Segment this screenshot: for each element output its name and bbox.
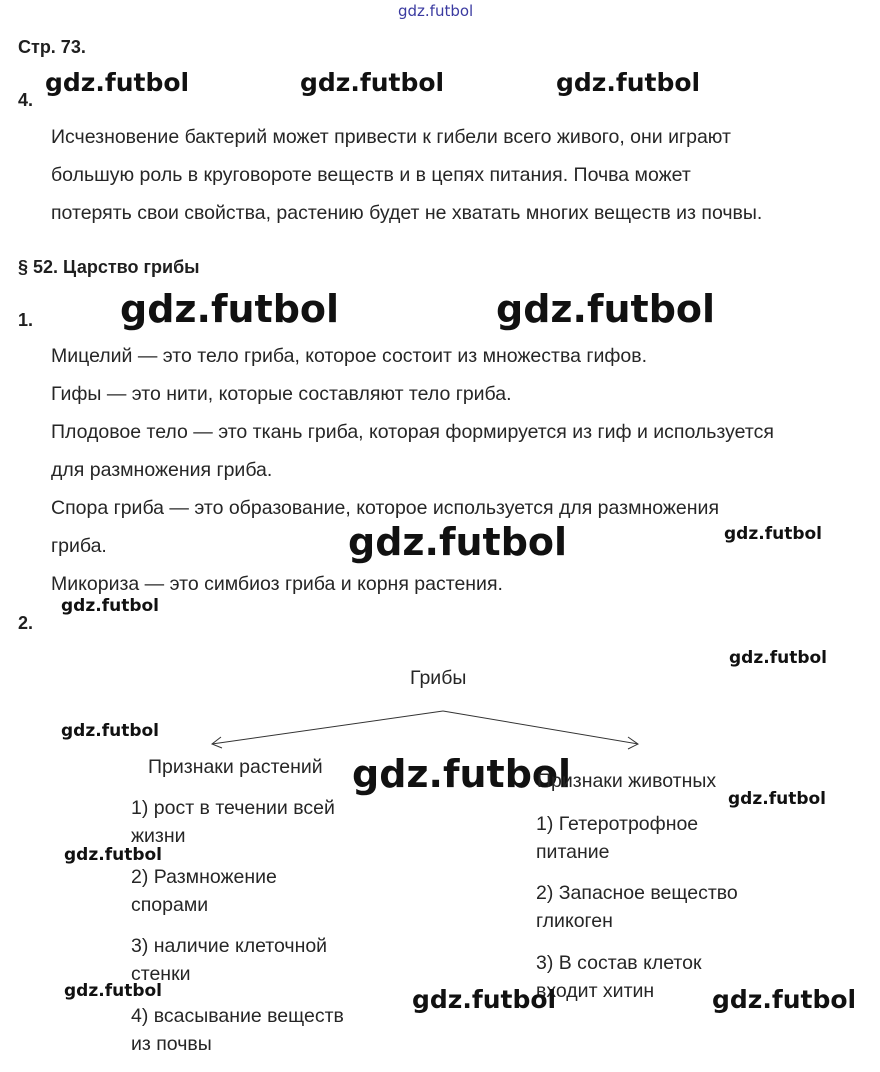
task-4-line: большую роль в круговороте веществ и в цепях питания. Почва может [51, 164, 691, 186]
watermark: gdz.futbol [496, 287, 716, 331]
animal-trait-item: 3) В состав клеток входит хитин [536, 952, 702, 1002]
diagram-root: Грибы [410, 667, 467, 689]
plant-trait-item: 1) рост в течении всей жизни [131, 797, 335, 847]
watermark: gdz.futbol [724, 524, 822, 544]
page-reference: Стр. 73. [18, 37, 86, 57]
watermark: gdz.futbol [120, 287, 340, 331]
watermark: gdz.futbol [61, 596, 159, 616]
plant-trait-item: 2) Размножение спорами [131, 866, 277, 916]
animal-trait-item: 1) Гетеротрофное питание [536, 813, 699, 863]
task-4-line: потерять свои свойства, растению будет не хватать многих веществ из почвы. [51, 202, 763, 224]
definition-line: Плодовое тело — это ткань гриба, которая формируется из гиф и используется [51, 421, 774, 443]
arrow-right-line [443, 711, 638, 744]
watermark: gdz.futbol [61, 721, 159, 741]
definition-line: Спора гриба — это образование, которое используется для размножения [51, 497, 719, 519]
watermark: gdz.futbol [412, 985, 557, 1014]
definition-line: для размножения гриба. [51, 459, 273, 481]
watermark: gdz.futbol [728, 789, 826, 809]
definition-line: Мицелий — это тело гриба, которое состоит из множества гифов. [51, 345, 648, 367]
definition-line: гриба. [51, 535, 107, 557]
task-4-number: 4. [18, 90, 34, 110]
definition-line: Микориза — это симбиоз гриба и корня растения. [51, 573, 503, 595]
plant-trait-item: 3) наличие клеточной стенки [131, 935, 328, 985]
task-1-number: 1. [18, 310, 34, 330]
watermark: gdz.futbol [729, 648, 827, 668]
task-2-number: 2. [18, 613, 34, 633]
watermark: gdz.futbol [64, 845, 162, 865]
arrow-left-line [212, 711, 443, 744]
animal-traits-title: Признаки животных [537, 770, 717, 792]
plant-trait-item: 4) всасывание веществ из почвы [131, 1005, 344, 1055]
watermark: gdz.futbol [45, 68, 190, 97]
watermark: gdz.futbol [556, 68, 701, 97]
watermark: gdz.futbol [712, 985, 857, 1014]
definition-line: Гифы — это нити, которые составляют тело гриба. [51, 383, 512, 405]
animal-trait-item: 2) Запасное вещество гликоген [536, 882, 738, 932]
watermark: gdz.futbol [348, 520, 568, 564]
watermark: gdz.futbol [300, 68, 445, 97]
task-4-line: Исчезновение бактерий может привести к гибели всего живого, они играют [51, 126, 731, 148]
watermark-top: gdz.futbol [398, 2, 474, 20]
watermark: gdz.futbol [64, 981, 162, 1001]
section-heading: § 52. Царство грибы [18, 257, 200, 277]
plant-traits-title: Признаки растений [148, 756, 323, 778]
watermark: gdz.futbol [352, 752, 572, 796]
